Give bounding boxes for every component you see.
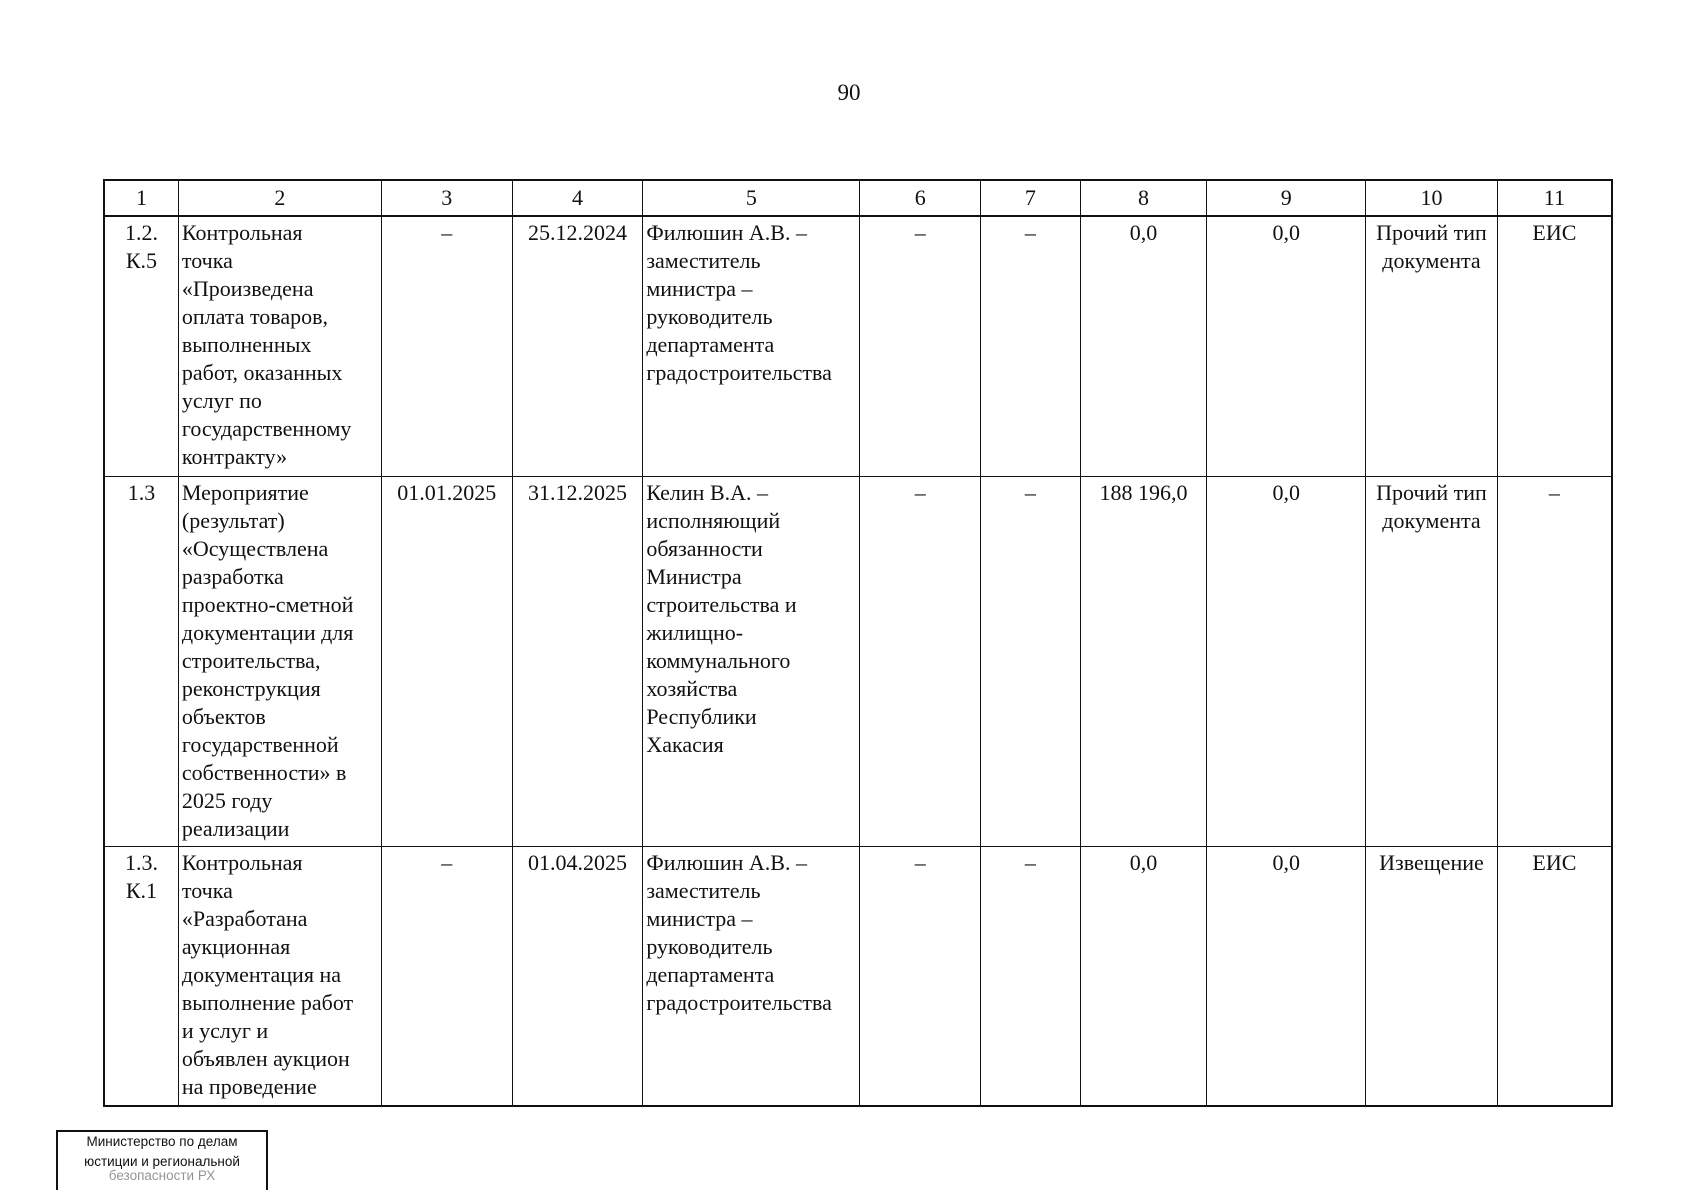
stamp-line: Министерство по делам — [86, 1134, 238, 1149]
cell-line: документации для — [181, 619, 354, 645]
cell-system: ЕИС — [1497, 846, 1612, 1106]
cell-number — [104, 216, 178, 476]
cell-line: на проведение — [181, 1073, 317, 1099]
page-number: 90 — [837, 80, 861, 105]
column-header: 5 — [643, 180, 860, 216]
cell-line: объектов — [181, 703, 266, 729]
cell-document-type: Извещение — [1366, 846, 1498, 1106]
cell-line: градостроительства — [646, 360, 832, 385]
cell-amount: 0,0 — [1080, 216, 1207, 476]
cell-line: Прочий тип — [1376, 220, 1487, 245]
cell-line: оплата товаров, — [181, 304, 329, 329]
cell-end-date: 31.12.2025 — [512, 476, 643, 846]
cell-line: объявлен аукцион — [181, 1045, 350, 1071]
column-header: 10 — [1366, 180, 1498, 216]
table-row — [104, 846, 1612, 1106]
cell-system: ЕИС — [1497, 216, 1612, 476]
cell-line: «Произведена — [181, 276, 314, 301]
cell-start-date: – — [381, 216, 512, 476]
cell-number — [104, 846, 178, 1106]
cell-number — [104, 476, 178, 846]
column-header: 9 — [1207, 180, 1366, 216]
cell-line: 1.3. — [124, 849, 158, 875]
cell-responsible — [643, 476, 860, 846]
cell-name — [178, 216, 381, 476]
cell-line: (результат) — [181, 507, 285, 533]
cell-line: «Разработана — [181, 905, 308, 931]
cell-col-9: 0,0 — [1207, 846, 1366, 1106]
header-row — [104, 180, 1612, 216]
cell-line: реализации — [181, 815, 290, 841]
cell-line: контракту» — [181, 444, 288, 469]
cell-line: выполнение работ — [181, 989, 354, 1015]
column-header: 11 — [1497, 180, 1612, 216]
stamp-line: безопасности РХ — [108, 1168, 216, 1183]
cell-line: министра – — [646, 276, 753, 301]
cell-line: руководитель — [646, 304, 773, 329]
cell-col-6: – — [860, 476, 981, 846]
cell-line: и услуг и — [181, 1017, 269, 1043]
cell-col-7: – — [981, 846, 1081, 1106]
cell-line: государственной — [181, 731, 339, 757]
cell-line: исполняющий — [646, 507, 781, 533]
cell-line: проектно-сметной — [181, 591, 354, 617]
cell-document-type — [1366, 216, 1498, 476]
cell-line: выполненных — [181, 332, 312, 357]
cell-line: Келин В.А. – — [646, 479, 769, 505]
cell-line: 1.3 — [127, 479, 156, 505]
cell-line: документация на — [181, 961, 341, 987]
cell-line: К.1 — [125, 877, 158, 903]
cell-line: строительства и — [646, 591, 797, 617]
cell-start-date: 01.01.2025 — [381, 476, 512, 846]
stamp-line: юстиции и региональной — [84, 1154, 240, 1169]
cell-line: Контрольная — [181, 220, 303, 245]
cell-amount: 188 196,0 — [1080, 476, 1207, 846]
cell-system: – — [1497, 476, 1612, 846]
cell-line: Хакасия — [646, 731, 724, 757]
cell-line: Филюшин А.В. – — [646, 220, 807, 245]
cell-col-9: 0,0 — [1207, 476, 1366, 846]
column-header: 7 — [981, 180, 1081, 216]
column-header: 3 — [381, 180, 512, 216]
cell-line: документа — [1382, 507, 1481, 533]
cell-line: точка — [181, 248, 233, 273]
cell-line: Прочий тип — [1376, 479, 1487, 505]
cell-line: Мероприятие — [181, 479, 309, 505]
cell-line: жилищно- — [646, 619, 744, 645]
cell-line: заместитель — [646, 877, 761, 903]
ministry-stamp — [56, 1130, 268, 1190]
column-header: 8 — [1080, 180, 1207, 216]
cell-line: аукционная — [181, 933, 291, 959]
cell-line: точка — [181, 877, 233, 903]
cell-name — [178, 846, 381, 1106]
cell-line: работ, оказанных — [181, 360, 343, 385]
cell-responsible — [643, 846, 860, 1106]
cell-line: обязанности — [646, 535, 763, 561]
cell-line: заместитель — [646, 248, 761, 273]
cell-line: документа — [1382, 248, 1481, 273]
cell-col-9: 0,0 — [1207, 216, 1366, 476]
cell-document-type — [1366, 476, 1498, 846]
table-row — [104, 216, 1612, 476]
cell-line: хозяйства — [646, 675, 738, 701]
cell-line: департамента — [646, 961, 775, 987]
cell-line: разработка — [181, 563, 284, 589]
cell-col-7: – — [981, 476, 1081, 846]
column-header: 6 — [860, 180, 981, 216]
cell-line: Министра — [646, 563, 742, 589]
cell-line: министра – — [646, 905, 753, 931]
column-header: 4 — [512, 180, 643, 216]
cell-line: услуг по — [181, 388, 262, 413]
cell-end-date: 01.04.2025 — [512, 846, 643, 1106]
cell-line: государственному — [181, 416, 352, 441]
cell-start-date: – — [381, 846, 512, 1106]
cell-line: 1.2. — [124, 220, 158, 245]
cell-col-6: – — [860, 216, 981, 476]
cell-line: градостроительства — [646, 989, 832, 1015]
cell-col-6: – — [860, 846, 981, 1106]
plan-table — [103, 179, 1613, 1107]
cell-line: Филюшин А.В. – — [646, 849, 807, 875]
column-header: 2 — [178, 180, 381, 216]
cell-line: руководитель — [646, 933, 773, 959]
cell-line: К.5 — [125, 248, 158, 273]
cell-line: департамента — [646, 332, 775, 357]
column-header: 1 — [104, 180, 178, 216]
cell-col-7: – — [981, 216, 1081, 476]
cell-line: «Осуществлена — [181, 535, 329, 561]
cell-line: Контрольная — [181, 849, 303, 875]
cell-end-date: 25.12.2024 — [512, 216, 643, 476]
cell-line: собственности» в — [181, 759, 347, 785]
cell-line: 2025 году — [181, 787, 273, 813]
cell-line: строительства, — [181, 647, 321, 673]
table-row — [104, 476, 1612, 846]
cell-amount: 0,0 — [1080, 846, 1207, 1106]
cell-line: Республики — [646, 703, 757, 729]
cell-responsible — [643, 216, 860, 476]
cell-line: коммунального — [646, 647, 791, 673]
cell-line: реконструкция — [181, 675, 321, 701]
cell-name — [178, 476, 381, 846]
